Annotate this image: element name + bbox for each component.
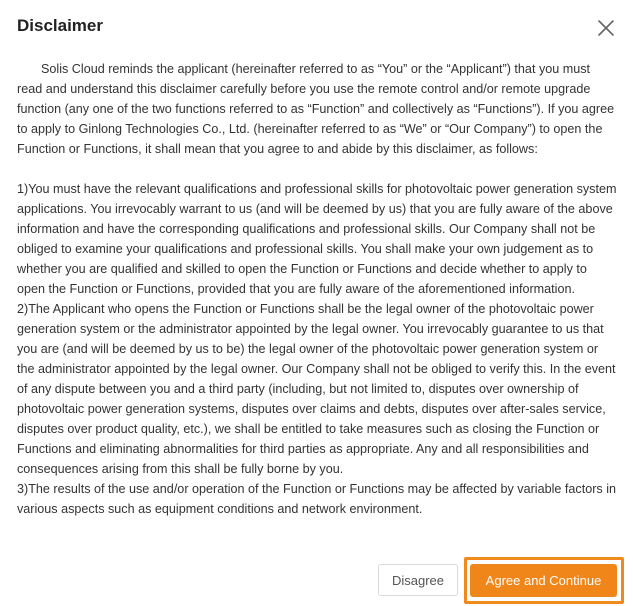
dialog-footer <box>0 556 633 606</box>
close-icon <box>596 18 616 38</box>
disclaimer-body-scroll[interactable] <box>17 59 617 551</box>
agree-and-continue-button[interactable]: Agree and Continue <box>470 564 617 597</box>
disagree-button[interactable]: Disagree <box>378 564 458 596</box>
disclaimer-intro: Solis Cloud reminds the applicant (hereinafter referred to as “You” or the “Applicant”) that you must read and understand this disclaimer carefully before you use the remote control and/or remote upgrade function (any one of the two functions referred to as “Function” and collectively as “Functions”). If you agree to apply to Ginlong Technologies Co., Ltd. (hereinafter referred to as “We” or “Our Company”) to open the Function or Functions, it shall mean that you agree to and abide by this disclaimer, as follows: <box>17 62 615 156</box>
disclaimer-clause-2: 2)The Applicant who opens the Function or Functions shall be the legal owner of the photovoltaic power generation system or the administrator appointed by the legal owner. You irrevocably guarantee to us that you are (and will be deemed by us to be) the legal owner of the photovoltaic power generation system or the administrator appointed by the legal owner. Our Company shall not be obliged to verify this. In the event of any dispute between you and a third party (including, but not limited to, disputes over ownership of photovoltaic power generation systems, disputes over claims and debts, disputes over after-sales service, disputes over product quality, etc.), we shall be entitled to take measures such as closing the Function or Functions and eliminating abnormalities for third parties as appropriate. Any and all responsibilities and consequences arising from this shall be fully borne by you. <box>17 302 616 476</box>
disclaimer-clause-1: 1)You must have the relevant qualifications and professional skills for photovoltaic power generation system applications. You irrevocably warrant to us (and will be deemed by us) that you are fully aware of the above information and have the corresponding qualifications and professional skills. Our Company shall not be obliged to examine your qualifications and professional skills. You shall make your own judgement as to whether you are qualified and skilled to open the Function or Functions and decide whether to apply to open the Function or Functions, provided that you are fully aware of the aforementioned information. <box>17 182 617 296</box>
disclaimer-clause-3: 3)The results of the use and/or operation of the Function or Functions may be affected by variable factors in various aspects such as equipment conditions and network environment. <box>17 482 617 516</box>
close-button[interactable] <box>596 18 616 38</box>
dialog-title: Disclaimer <box>17 16 103 35</box>
